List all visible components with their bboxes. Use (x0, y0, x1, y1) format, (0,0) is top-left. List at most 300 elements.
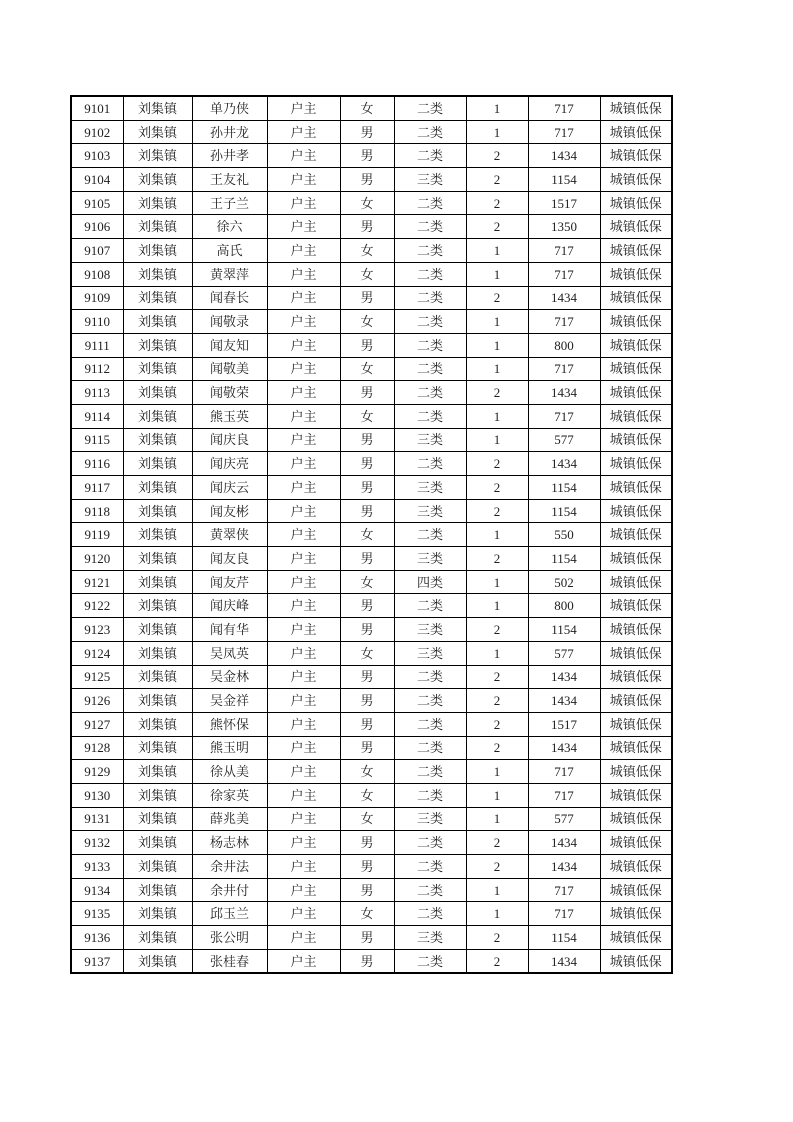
table-cell-type: 城镇低保 (600, 476, 672, 500)
table-cell-category: 二类 (394, 902, 466, 926)
table-cell-gender: 女 (340, 807, 394, 831)
table-cell-persons: 2 (466, 618, 528, 642)
table-cell-name: 徐家英 (192, 783, 267, 807)
table-cell-amount: 717 (528, 878, 600, 902)
table-cell-persons: 1 (466, 594, 528, 618)
table-cell-amount: 800 (528, 594, 600, 618)
table-cell-relation: 户主 (267, 570, 340, 594)
table-cell-category: 三类 (394, 618, 466, 642)
table-cell-amount: 1434 (528, 286, 600, 310)
table-cell-category: 三类 (394, 476, 466, 500)
table-cell-amount: 717 (528, 760, 600, 784)
table-cell-persons: 1 (466, 239, 528, 263)
table-cell-persons: 2 (466, 476, 528, 500)
table-cell-persons: 1 (466, 310, 528, 334)
table-cell-gender: 男 (340, 949, 394, 973)
table-cell-name: 熊怀保 (192, 712, 267, 736)
table-cell-id: 9130 (71, 783, 123, 807)
table-cell-category: 二类 (394, 215, 466, 239)
table-cell-persons: 1 (466, 96, 528, 120)
table-cell-category: 二类 (394, 404, 466, 428)
table-cell-id: 9109 (71, 286, 123, 310)
table-row (71, 191, 672, 215)
table-cell-type: 城镇低保 (600, 404, 672, 428)
table-cell-persons: 2 (466, 499, 528, 523)
table-cell-relation: 户主 (267, 807, 340, 831)
table-cell-id: 9105 (71, 191, 123, 215)
table-cell-amount: 717 (528, 120, 600, 144)
table-cell-id: 9136 (71, 926, 123, 950)
table-row (71, 831, 672, 855)
table-cell-type: 城镇低保 (600, 191, 672, 215)
table-cell-name: 闻庆峰 (192, 594, 267, 618)
table-cell-type: 城镇低保 (600, 926, 672, 950)
table-cell-persons: 2 (466, 665, 528, 689)
table-cell-relation: 户主 (267, 618, 340, 642)
table-cell-persons: 1 (466, 428, 528, 452)
table-row (71, 428, 672, 452)
welfare-roster-body (71, 96, 672, 973)
table-cell-name: 邱玉兰 (192, 902, 267, 926)
table-cell-amount: 800 (528, 333, 600, 357)
table-cell-type: 城镇低保 (600, 381, 672, 405)
table-cell-persons: 1 (466, 570, 528, 594)
table-cell-gender: 女 (340, 570, 394, 594)
table-cell-name: 余井法 (192, 855, 267, 879)
table-cell-gender: 男 (340, 665, 394, 689)
table-cell-category: 二类 (394, 120, 466, 144)
table-cell-persons: 1 (466, 807, 528, 831)
table-row (71, 736, 672, 760)
table-cell-gender: 女 (340, 641, 394, 665)
table-cell-id: 9117 (71, 476, 123, 500)
table-cell-name: 孙井龙 (192, 120, 267, 144)
table-row (71, 618, 672, 642)
table-cell-amount: 1154 (528, 618, 600, 642)
table-cell-category: 二类 (394, 333, 466, 357)
table-row (71, 594, 672, 618)
table-cell-id: 9102 (71, 120, 123, 144)
table-cell-relation: 户主 (267, 168, 340, 192)
table-cell-relation: 户主 (267, 665, 340, 689)
table-cell-relation: 户主 (267, 191, 340, 215)
table-cell-name: 张桂春 (192, 949, 267, 973)
table-cell-amount: 577 (528, 807, 600, 831)
table-cell-gender: 女 (340, 902, 394, 926)
table-cell-persons: 2 (466, 547, 528, 571)
table-cell-relation: 户主 (267, 689, 340, 713)
table-row (71, 96, 672, 120)
table-cell-persons: 1 (466, 333, 528, 357)
table-cell-town: 刘集镇 (123, 831, 192, 855)
table-cell-category: 二类 (394, 665, 466, 689)
table-cell-type: 城镇低保 (600, 807, 672, 831)
table-cell-name: 闻敬美 (192, 357, 267, 381)
table-cell-gender: 男 (340, 831, 394, 855)
table-cell-name: 闻友知 (192, 333, 267, 357)
table-cell-category: 二类 (394, 286, 466, 310)
table-cell-gender: 男 (340, 878, 394, 902)
table-cell-category: 二类 (394, 594, 466, 618)
table-cell-type: 城镇低保 (600, 712, 672, 736)
table-cell-category: 三类 (394, 499, 466, 523)
table-cell-category: 二类 (394, 144, 466, 168)
table-cell-name: 闻敬录 (192, 310, 267, 334)
table-cell-persons: 1 (466, 902, 528, 926)
table-cell-type: 城镇低保 (600, 641, 672, 665)
table-cell-id: 9114 (71, 404, 123, 428)
table-cell-category: 二类 (394, 855, 466, 879)
table-cell-category: 三类 (394, 641, 466, 665)
table-cell-type: 城镇低保 (600, 547, 672, 571)
table-cell-name: 黄翠侠 (192, 523, 267, 547)
table-cell-town: 刘集镇 (123, 120, 192, 144)
table-cell-relation: 户主 (267, 428, 340, 452)
table-cell-amount: 1434 (528, 689, 600, 713)
table-cell-id: 9128 (71, 736, 123, 760)
table-cell-amount: 1154 (528, 547, 600, 571)
table-cell-town: 刘集镇 (123, 452, 192, 476)
table-cell-relation: 户主 (267, 310, 340, 334)
table-cell-relation: 户主 (267, 712, 340, 736)
table-cell-id: 9135 (71, 902, 123, 926)
table-cell-amount: 717 (528, 357, 600, 381)
table-cell-relation: 户主 (267, 404, 340, 428)
table-cell-category: 二类 (394, 760, 466, 784)
table-cell-persons: 2 (466, 452, 528, 476)
table-cell-type: 城镇低保 (600, 618, 672, 642)
table-cell-id: 9127 (71, 712, 123, 736)
table-cell-gender: 男 (340, 120, 394, 144)
table-cell-amount: 717 (528, 310, 600, 334)
table-row (71, 878, 672, 902)
table-cell-gender: 男 (340, 215, 394, 239)
table-cell-name: 高氏 (192, 239, 267, 263)
table-cell-amount: 1434 (528, 855, 600, 879)
table-cell-amount: 1154 (528, 499, 600, 523)
table-cell-type: 城镇低保 (600, 168, 672, 192)
table-cell-name: 闻友彬 (192, 499, 267, 523)
table-cell-gender: 男 (340, 499, 394, 523)
table-cell-type: 城镇低保 (600, 239, 672, 263)
table-row (71, 215, 672, 239)
table-cell-town: 刘集镇 (123, 428, 192, 452)
table-cell-persons: 1 (466, 262, 528, 286)
table-cell-amount: 1154 (528, 168, 600, 192)
table-cell-amount: 577 (528, 428, 600, 452)
table-cell-amount: 1434 (528, 144, 600, 168)
table-row (71, 310, 672, 334)
table-cell-relation: 户主 (267, 286, 340, 310)
table-row (71, 499, 672, 523)
table-cell-town: 刘集镇 (123, 760, 192, 784)
table-cell-category: 三类 (394, 168, 466, 192)
table-cell-persons: 2 (466, 381, 528, 405)
table-cell-gender: 男 (340, 618, 394, 642)
table-cell-town: 刘集镇 (123, 239, 192, 263)
table-row (71, 144, 672, 168)
table-row (71, 286, 672, 310)
table-cell-id: 9104 (71, 168, 123, 192)
table-cell-relation: 户主 (267, 878, 340, 902)
table-cell-name: 王子兰 (192, 191, 267, 215)
table-cell-persons: 2 (466, 831, 528, 855)
table-cell-name: 闻友良 (192, 547, 267, 571)
welfare-roster-table (70, 95, 673, 974)
table-cell-name: 吴金林 (192, 665, 267, 689)
table-row (71, 333, 672, 357)
table-cell-relation: 户主 (267, 333, 340, 357)
table-cell-type: 城镇低保 (600, 357, 672, 381)
table-cell-name: 黄翠萍 (192, 262, 267, 286)
table-cell-persons: 2 (466, 144, 528, 168)
table-cell-category: 二类 (394, 949, 466, 973)
table-cell-name: 吴金祥 (192, 689, 267, 713)
table-cell-id: 9134 (71, 878, 123, 902)
table-cell-category: 二类 (394, 381, 466, 405)
table-cell-town: 刘集镇 (123, 949, 192, 973)
table-cell-category: 二类 (394, 878, 466, 902)
table-cell-category: 二类 (394, 239, 466, 263)
table-cell-relation: 户主 (267, 476, 340, 500)
table-cell-category: 四类 (394, 570, 466, 594)
table-row (71, 120, 672, 144)
table-cell-relation: 户主 (267, 736, 340, 760)
table-cell-type: 城镇低保 (600, 262, 672, 286)
table-cell-persons: 2 (466, 168, 528, 192)
table-cell-amount: 1517 (528, 712, 600, 736)
table-cell-name: 王友礼 (192, 168, 267, 192)
table-cell-id: 9124 (71, 641, 123, 665)
table-cell-gender: 男 (340, 144, 394, 168)
table-cell-name: 杨志林 (192, 831, 267, 855)
table-cell-gender: 女 (340, 191, 394, 215)
table-row (71, 404, 672, 428)
table-row (71, 452, 672, 476)
table-cell-id: 9131 (71, 807, 123, 831)
table-cell-id: 9129 (71, 760, 123, 784)
table-row (71, 665, 672, 689)
table-cell-gender: 男 (340, 168, 394, 192)
table-cell-gender: 男 (340, 286, 394, 310)
table-cell-town: 刘集镇 (123, 523, 192, 547)
table-cell-gender: 男 (340, 594, 394, 618)
table-cell-name: 余井付 (192, 878, 267, 902)
table-cell-amount: 1434 (528, 452, 600, 476)
table-cell-id: 9137 (71, 949, 123, 973)
table-cell-category: 三类 (394, 547, 466, 571)
table-cell-persons: 2 (466, 286, 528, 310)
table-cell-town: 刘集镇 (123, 96, 192, 120)
table-cell-persons: 1 (466, 357, 528, 381)
table-cell-gender: 女 (340, 760, 394, 784)
table-cell-category: 三类 (394, 926, 466, 950)
table-cell-name: 闻庆云 (192, 476, 267, 500)
table-cell-type: 城镇低保 (600, 286, 672, 310)
table-cell-category: 二类 (394, 523, 466, 547)
table-cell-type: 城镇低保 (600, 523, 672, 547)
table-cell-name: 张公明 (192, 926, 267, 950)
table-cell-id: 9103 (71, 144, 123, 168)
table-cell-relation: 户主 (267, 641, 340, 665)
table-cell-persons: 2 (466, 855, 528, 879)
table-cell-relation: 户主 (267, 262, 340, 286)
table-cell-town: 刘集镇 (123, 712, 192, 736)
table-cell-type: 城镇低保 (600, 760, 672, 784)
table-cell-gender: 女 (340, 310, 394, 334)
table-cell-type: 城镇低保 (600, 310, 672, 334)
table-cell-category: 二类 (394, 736, 466, 760)
table-row (71, 381, 672, 405)
table-cell-amount: 1517 (528, 191, 600, 215)
table-cell-id: 9115 (71, 428, 123, 452)
table-cell-persons: 2 (466, 689, 528, 713)
table-cell-category: 二类 (394, 831, 466, 855)
table-cell-town: 刘集镇 (123, 594, 192, 618)
table-cell-persons: 2 (466, 215, 528, 239)
table-cell-type: 城镇低保 (600, 452, 672, 476)
table-row (71, 262, 672, 286)
table-cell-name: 单乃侠 (192, 96, 267, 120)
table-cell-relation: 户主 (267, 523, 340, 547)
table-cell-town: 刘集镇 (123, 357, 192, 381)
table-cell-name: 闻庆良 (192, 428, 267, 452)
table-cell-gender: 男 (340, 855, 394, 879)
table-cell-type: 城镇低保 (600, 949, 672, 973)
table-row (71, 783, 672, 807)
table-cell-amount: 1434 (528, 736, 600, 760)
table-cell-name: 徐从美 (192, 760, 267, 784)
table-cell-name: 闻友芹 (192, 570, 267, 594)
table-cell-amount: 717 (528, 902, 600, 926)
table-cell-amount: 717 (528, 404, 600, 428)
table-cell-relation: 户主 (267, 120, 340, 144)
table-row (71, 855, 672, 879)
table-cell-amount: 1154 (528, 476, 600, 500)
table-cell-amount: 577 (528, 641, 600, 665)
table-cell-gender: 男 (340, 452, 394, 476)
table-cell-type: 城镇低保 (600, 428, 672, 452)
table-cell-category: 二类 (394, 452, 466, 476)
table-cell-relation: 户主 (267, 547, 340, 571)
table-cell-amount: 502 (528, 570, 600, 594)
table-cell-persons: 1 (466, 641, 528, 665)
table-cell-gender: 男 (340, 736, 394, 760)
table-cell-category: 二类 (394, 783, 466, 807)
table-cell-category: 二类 (394, 310, 466, 334)
table-cell-amount: 717 (528, 239, 600, 263)
table-cell-amount: 1434 (528, 949, 600, 973)
table-cell-gender: 男 (340, 926, 394, 950)
table-cell-category: 三类 (394, 807, 466, 831)
table-cell-town: 刘集镇 (123, 262, 192, 286)
table-cell-relation: 户主 (267, 96, 340, 120)
table-cell-gender: 女 (340, 357, 394, 381)
table-cell-relation: 户主 (267, 594, 340, 618)
table-cell-amount: 550 (528, 523, 600, 547)
table-cell-gender: 男 (340, 547, 394, 571)
table-cell-relation: 户主 (267, 949, 340, 973)
table-cell-name: 吴凤英 (192, 641, 267, 665)
table-cell-town: 刘集镇 (123, 333, 192, 357)
table-row (71, 760, 672, 784)
table-cell-type: 城镇低保 (600, 783, 672, 807)
table-cell-gender: 男 (340, 381, 394, 405)
table-cell-amount: 717 (528, 783, 600, 807)
table-cell-id: 9101 (71, 96, 123, 120)
table-cell-relation: 户主 (267, 452, 340, 476)
table-cell-town: 刘集镇 (123, 381, 192, 405)
table-cell-town: 刘集镇 (123, 783, 192, 807)
table-cell-town: 刘集镇 (123, 476, 192, 500)
table-cell-category: 三类 (394, 428, 466, 452)
table-cell-id: 9121 (71, 570, 123, 594)
table-cell-gender: 男 (340, 428, 394, 452)
table-cell-town: 刘集镇 (123, 902, 192, 926)
table-row (71, 547, 672, 571)
table-cell-town: 刘集镇 (123, 310, 192, 334)
table-row (71, 902, 672, 926)
table-cell-gender: 女 (340, 404, 394, 428)
table-cell-id: 9106 (71, 215, 123, 239)
table-cell-persons: 2 (466, 926, 528, 950)
table-cell-id: 9112 (71, 357, 123, 381)
table-cell-town: 刘集镇 (123, 878, 192, 902)
table-cell-name: 闻庆亮 (192, 452, 267, 476)
table-cell-town: 刘集镇 (123, 547, 192, 571)
table-cell-type: 城镇低保 (600, 902, 672, 926)
table-cell-id: 9125 (71, 665, 123, 689)
table-cell-relation: 户主 (267, 144, 340, 168)
table-cell-id: 9118 (71, 499, 123, 523)
table-cell-relation: 户主 (267, 499, 340, 523)
table-cell-amount: 1350 (528, 215, 600, 239)
table-cell-id: 9111 (71, 333, 123, 357)
table-cell-id: 9119 (71, 523, 123, 547)
table-cell-relation: 户主 (267, 831, 340, 855)
table-cell-amount: 1154 (528, 926, 600, 950)
table-cell-persons: 2 (466, 736, 528, 760)
table-row (71, 357, 672, 381)
table-cell-type: 城镇低保 (600, 855, 672, 879)
table-cell-type: 城镇低保 (600, 878, 672, 902)
table-cell-gender: 男 (340, 476, 394, 500)
table-cell-relation: 户主 (267, 783, 340, 807)
table-cell-relation: 户主 (267, 215, 340, 239)
table-cell-relation: 户主 (267, 381, 340, 405)
table-cell-amount: 1434 (528, 831, 600, 855)
table-cell-town: 刘集镇 (123, 665, 192, 689)
table-cell-gender: 女 (340, 262, 394, 286)
table-cell-type: 城镇低保 (600, 570, 672, 594)
table-cell-id: 9132 (71, 831, 123, 855)
table-cell-id: 9126 (71, 689, 123, 713)
table-row (71, 239, 672, 263)
table-cell-name: 闻有华 (192, 618, 267, 642)
table-cell-town: 刘集镇 (123, 807, 192, 831)
table-cell-type: 城镇低保 (600, 736, 672, 760)
table-row (71, 926, 672, 950)
table-cell-town: 刘集镇 (123, 736, 192, 760)
table-cell-type: 城镇低保 (600, 144, 672, 168)
table-cell-persons: 1 (466, 523, 528, 547)
table-cell-gender: 女 (340, 239, 394, 263)
table-cell-persons: 1 (466, 783, 528, 807)
table-cell-id: 9123 (71, 618, 123, 642)
table-cell-relation: 户主 (267, 357, 340, 381)
table-cell-type: 城镇低保 (600, 499, 672, 523)
table-cell-name: 孙井孝 (192, 144, 267, 168)
